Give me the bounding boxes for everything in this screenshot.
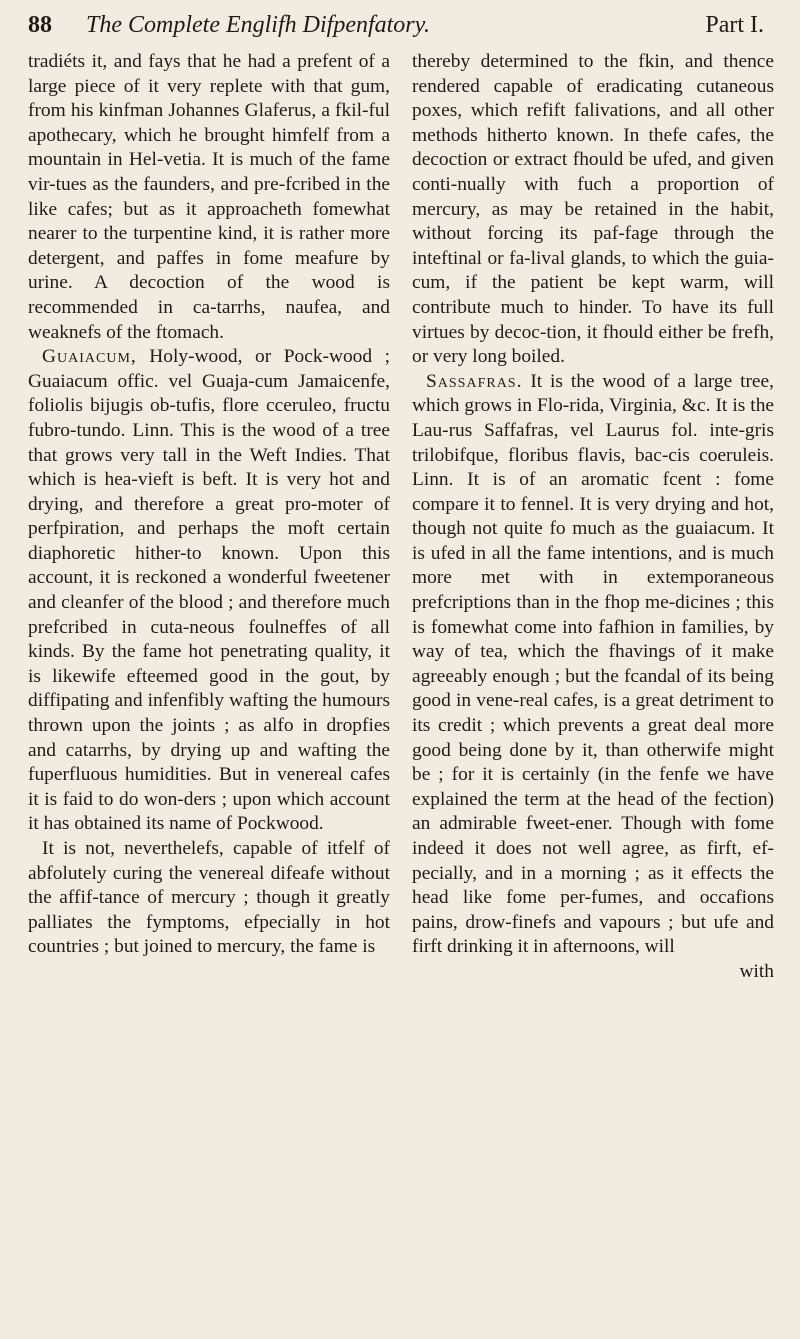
left-paragraph-3: It is not, neverthelefs, capable of itfelf of abfolutely curing the venereal difeafe without the affif-tance of mercury ; though it greatly palliates the fymptoms, efpecially in hot countries ; but joined to mercury, the fame is xyxy=(28,838,390,958)
entry-head-sassafras: Sassafras. xyxy=(426,370,523,392)
right-column xyxy=(412,50,774,984)
left-paragraph-1: tradiéts it, and fays that he had a prefent of a large piece of it very replete with that gum, from his kinfman Johannes Glaferus, a fkil-ful apothecary, which he brought himfelf from a mountain in Hel-vetia. It is much of the fame vir-tues as the faunders, and pre-fcribed in the like cafes; but as it approacheth fomewhat nearer to the turpentine kind, it is rather more detergent, and paffes in fome meafure by urine. A decoction of the wood is recommended in ca-tarrhs, naufea, and weaknefs of the ftomach. xyxy=(28,51,390,343)
right-paragraph-2 xyxy=(412,370,774,960)
right-paragraph-2-text: It is the wood of a large tree, which grows in Flo-rida, Virginia, &c. It is the Lau-rus Saffafras, vel Laurus fol. inte-gris trilobifque, floribus flavis, bac-cis coeruleis. Linn. It is of an aromatic fcent : fome compare it to fennel. It is very drying and hot, though not quite fo much as the guaiacum. It is ufed in all the fame intentions, and is much more met with in extemporaneous prefcriptions than in the fhop me-dicines ; this is fomewhat come into fafhion in families, by way of tea, which the fhavings of it make agreeably enough ; but the fcandal of its being good in vene-real cafes, is a great detriment to its credit ; which prevents a great deal more good being done by it, than otherwife might be ; for it is certainly (in the fenfe we have explained the term at the head of the fection) an admirable fweet-ener. Though with fome indeed it does not well agree, as firft, ef-pecially, and in a morning ; as it effects the head like fome per-fumes, and occafions pains, drow-finefs and vapours ; but ufe and firft drinking it in afternoons, will xyxy=(412,370,774,958)
part-label: Part I. xyxy=(705,12,764,38)
right-paragraph-1: thereby determined to the fkin, and thence rendered capable of eradicating cutaneous poxes, which refift falivations, and all other methods hitherto known. In thefe cafes, the decoction or extract fhould be ufed, and given conti-nually with fuch a proportion of mercury, as may be retained in the habit, without forcing its paf-fage through the inteftinal or fa-lival glands, to which the guia-cum, if the patient be kept warm, will contribute much to hinder. To have its full virtues by decoc-tion, it fhould either be frefh, or very long boiled. xyxy=(412,51,774,368)
page-number: 88 xyxy=(28,12,52,38)
running-head xyxy=(28,10,774,40)
left-paragraph-2 xyxy=(28,345,390,837)
catchword: with xyxy=(739,960,774,982)
left-column xyxy=(28,50,390,984)
book-title: The Complete Englifh Difpenfatory. xyxy=(86,12,430,38)
text-columns xyxy=(28,50,774,984)
entry-head-guaiacum: Guaiacum, xyxy=(42,346,137,368)
left-paragraph-2-text: Holy-wood, or Pock-wood ; Guaiacum offic. vel Guaja-cum Jamaicenfe, foliolis bijugis ob-tufis, flore cceruleo, fructu fubro-tundo. Linn. This is the wood of a tree that grows very tall in the Weft Indies. That which is hea-vieft is beft. It is very hot and drying, and therefore a great pro-moter of perfpiration, and perhaps the moft certain diaphoretic hither-to known. Upon this account, it is reckoned a wonderful fweetener and cleanfer of the blood ; and therefore much prefcribed in cuta-neous foulneffes of all kinds. By the fame hot penetrating quality, it is likewife efteemed good in the gout, by diffipating and infenfibly wafting the humours thrown upon the joints ; as alfo in dropfies and catarrhs, by drying up and wafting the fuperfluous humidities. But in venereal cafes it is faid to do won-ders ; upon which account it has obtained its name of Pockwood. xyxy=(28,346,390,835)
